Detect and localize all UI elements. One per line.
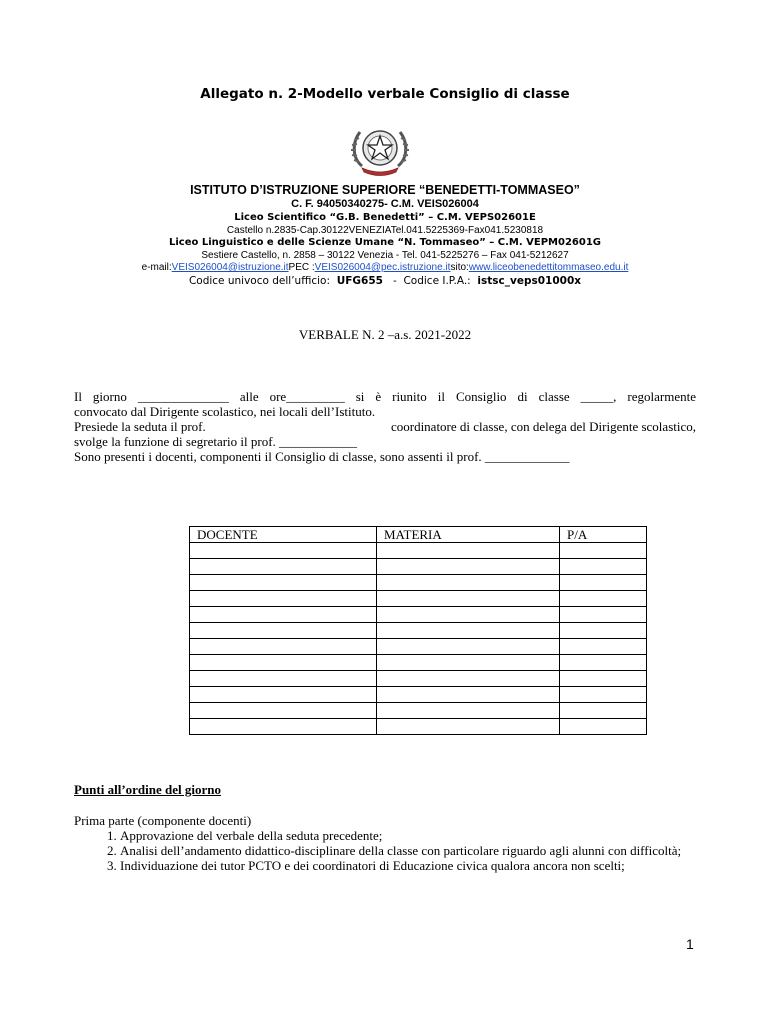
intro-line-1: Il giorno ______________ alle ore_________ si è riunito il Consiglio di classe _____, regolarmente [74, 389, 696, 404]
intro-line-3-end: coordinatore di classe, con delega del Dirigente scolastico, [390, 419, 696, 434]
header-materia: MATERIA [377, 527, 560, 543]
docente-cell [190, 671, 377, 687]
table-row [190, 543, 647, 559]
presence-cell [560, 559, 647, 575]
intro-line-2: convocato dal Dirigente scolastico, nei locali dell’Istituto. [74, 404, 376, 419]
docente-cell [190, 703, 377, 719]
email-link[interactable]: VEIS026004@istruzione.it [171, 262, 289, 273]
docente-cell [190, 575, 377, 591]
intro-line-4: svolge la funzione di segretario il prof. ____________ [74, 434, 358, 449]
agenda-heading: Punti all’ordine del giorno [74, 782, 221, 797]
table-row [190, 623, 647, 639]
presence-cell [560, 719, 647, 735]
materia-cell [377, 591, 560, 607]
header-presence: P/A [560, 527, 647, 543]
presence-cell [560, 655, 647, 671]
presence-cell [560, 703, 647, 719]
table-row [190, 607, 647, 623]
materia-cell [377, 559, 560, 575]
materia-cell [377, 719, 560, 735]
presence-cell [560, 543, 647, 559]
email-label: e-mail: [141, 262, 172, 273]
table-row [190, 639, 647, 655]
presence-cell [560, 591, 647, 607]
agenda-item-1: 1. Approvazione del verbale della seduta precedente; [120, 828, 696, 843]
docente-cell [190, 543, 377, 559]
materia-cell [377, 671, 560, 687]
document-title: Allegato n. 2-Modello verbale Consiglio di classe [200, 86, 570, 102]
table-row [190, 655, 647, 671]
materia-cell [377, 607, 560, 623]
ipa-code-label: Codice I.P.A.: [403, 275, 471, 287]
address-linguistico: Sestiere Castello, n. 2858 – 30122 Venezia - Tel. 041-5225276 – Fax 041-5212627 [201, 250, 569, 261]
site-link[interactable]: www.liceobenedettitommaseo.edu.it [468, 262, 629, 273]
presence-cell [560, 671, 647, 687]
fiscal-code: C. F. 94050340275- C.M. VEIS026004 [291, 198, 479, 210]
header-docente: DOCENTE [190, 527, 377, 543]
verbale-title: VERBALE N. 2 –a.s. 2021-2022 [298, 327, 472, 342]
docente-cell [190, 639, 377, 655]
table-row [190, 671, 647, 687]
docente-cell [190, 559, 377, 575]
docente-cell [190, 719, 377, 735]
office-code: UFG655 [336, 275, 383, 287]
intro-line-5: Sono presenti i docenti, componenti il Consiglio di classe, sono assenti il prof. _____________ [74, 449, 570, 464]
docente-cell [190, 687, 377, 703]
codes-line [0, 275, 770, 287]
intro-paragraph [74, 389, 696, 464]
docente-cell [190, 623, 377, 639]
attendance-table [189, 526, 647, 735]
materia-cell [377, 639, 560, 655]
docente-cell [190, 607, 377, 623]
liceo-linguistico: Liceo Linguistico e delle Scienze Umane “N. Tommaseo” – C.M. VEPM02601G [169, 237, 601, 248]
pec-label: PEC : [288, 262, 315, 273]
agenda-part-label: Prima parte (componente docenti) [74, 813, 252, 828]
page-number: 1 [686, 936, 694, 952]
materia-cell [377, 575, 560, 591]
presence-cell [560, 687, 647, 703]
agenda-section [74, 813, 696, 873]
docente-cell [190, 591, 377, 607]
materia-cell [377, 703, 560, 719]
table-row [190, 687, 647, 703]
liceo-scientifico: Liceo Scientifico “G.B. Benedetti” – C.M. VEPS02601E [234, 212, 536, 223]
table-row [190, 703, 647, 719]
table-header-row [190, 527, 647, 543]
institute-name: ISTITUTO D’ISTRUZIONE SUPERIORE “BENEDETTI-TOMMASEO” [190, 183, 580, 197]
agenda-item-3: 3. Individuazione dei tutor PCTO e dei coordinatori di Educazione civica qualora ancora non scelti; [120, 858, 696, 873]
intro-line-3-start: Presiede la seduta il prof. [74, 419, 206, 434]
intro-line-3 [74, 419, 696, 434]
presence-cell [560, 623, 647, 639]
table-row [190, 719, 647, 735]
pec-link[interactable]: VEIS026004@pec.istruzione.it [314, 262, 451, 273]
codes-separator: - [392, 275, 397, 287]
docente-cell [190, 655, 377, 671]
table-row [190, 559, 647, 575]
materia-cell [377, 687, 560, 703]
materia-cell [377, 623, 560, 639]
address-scientifico: Castello n.2835-Cap.30122VENEZIATel.041.5225369-Fax041.5230818 [226, 225, 544, 236]
site-label: sito: [450, 262, 469, 273]
office-code-label: Codice univoco dell’ufficio: [188, 275, 331, 287]
table-row [190, 575, 647, 591]
ipa-code: istsc_veps01000x [477, 275, 582, 287]
republic-emblem [348, 122, 412, 178]
agenda-list [74, 828, 696, 873]
presence-cell [560, 639, 647, 655]
presence-cell [560, 575, 647, 591]
agenda-item-2: 2. Analisi dell’andamento didattico-disciplinare della classe con particolare riguardo agli alunni con difficoltà; [120, 843, 696, 858]
materia-cell [377, 543, 560, 559]
contact-line [0, 262, 770, 273]
table-row [190, 591, 647, 607]
materia-cell [377, 655, 560, 671]
presence-cell [560, 607, 647, 623]
